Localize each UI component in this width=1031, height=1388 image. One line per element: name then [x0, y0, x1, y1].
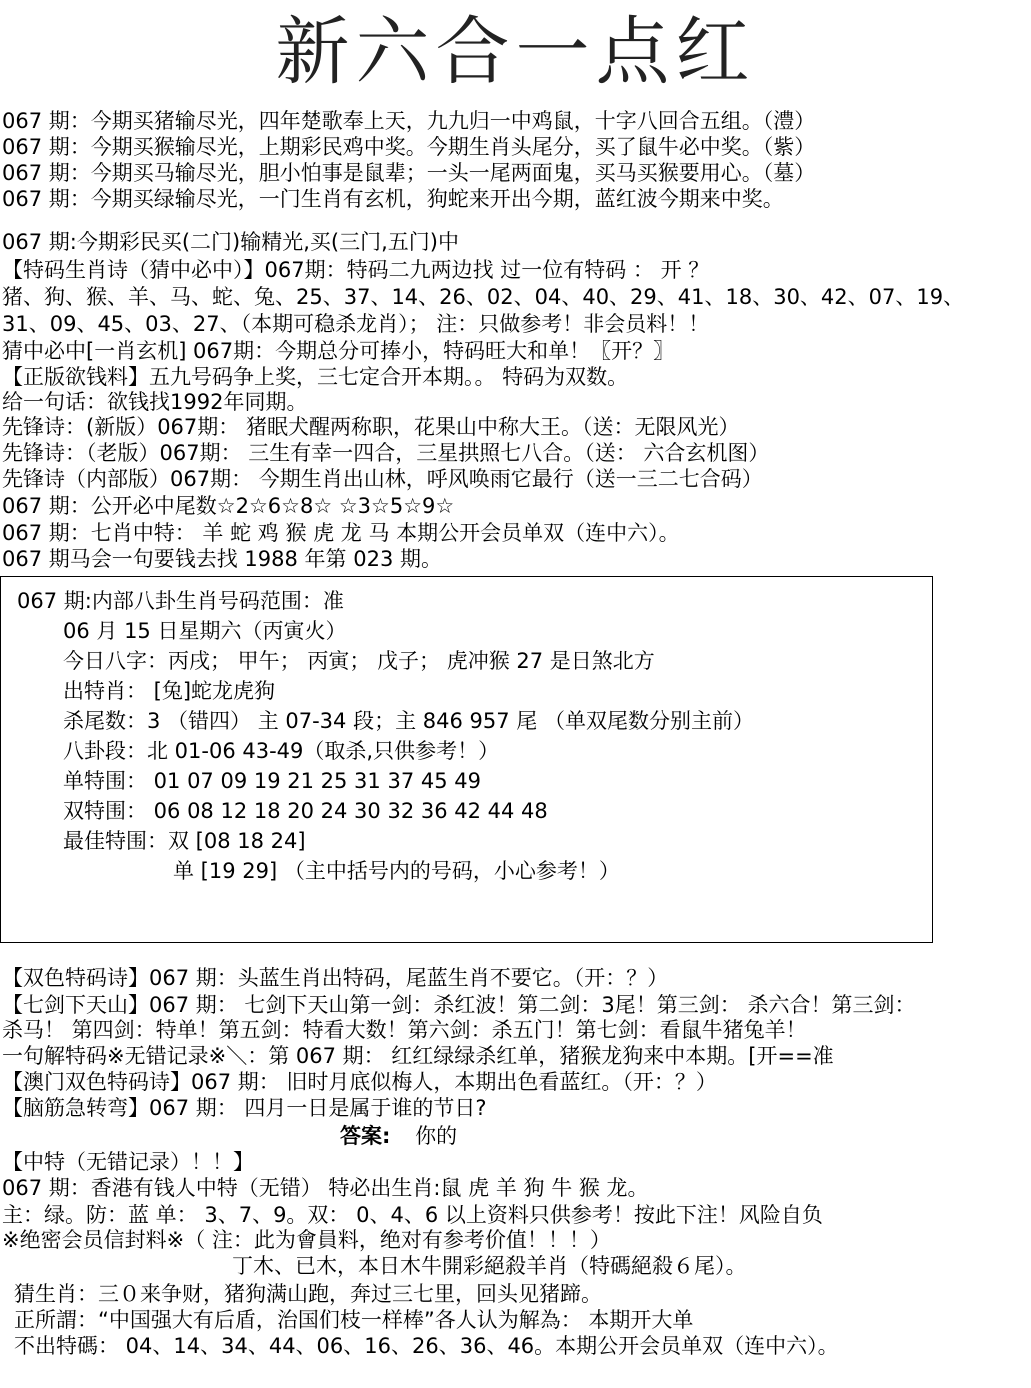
text-line: 067 期：今期买猪输尽光，四年楚歌奉上天，九九归一中鸡鼠，十字八回合五组。（澧） [2, 109, 816, 133]
text-line: 【脑筋急转弯】067 期： 四月一日是属于谁的节日? [2, 1096, 487, 1120]
box-line: 双特围： 06 08 12 18 20 24 30 32 36 42 44 48 [63, 799, 548, 823]
box-line: 八卦段：北 01-06 43-49（取杀,只供参考！） [63, 739, 500, 763]
text-line: 一句解特码※无错记录※＼：第 067 期： 红红绿绿杀红单，猪猴龙狗来中本期。[开==准 [2, 1044, 834, 1068]
text-line: 067 期：今期买马输尽光，胆小怕事是鼠辈；一头一尾两面鬼，买马买猴要用心。（墓） [2, 161, 816, 185]
answer-value: 你的 [415, 1124, 458, 1148]
text-line: 067 期:今期彩民买(二门)输精光,买(三门,五门)中 [2, 230, 459, 254]
answer-label: 答案: [340, 1124, 391, 1148]
text-line: 067 期：今期买绿输尽光，一门生肖有玄机，狗蛇来开出今期，蓝红波今期来中奖。 [2, 187, 784, 211]
text-line: 猜生肖：三０来争财，猪狗满山跑，奔过三七里，回头见猪蹄。 [14, 1282, 602, 1306]
text-line: 猜中必中[一肖玄机] 067期：今期总分可捧小，特码旺大和单！〖开？〗 [2, 339, 675, 363]
text-line: 067 期马会一句要钱去找 1988 年第 023 期。 [2, 547, 442, 571]
text-line: 杀马！ 第四剑：特单！第五剑：特看大数！第六剑：杀五门！第七剑：看鼠牛猪兔羊！ [2, 1018, 807, 1042]
text-line: 【七剑下天山】067 期： 七剑下天山第一剑：杀红波！第二剑：3尾！第三剑： 杀六合！第三剑： [2, 993, 916, 1017]
page-title: 新六合一点红 [275, 9, 756, 95]
box-line: 今日八字：丙戌； 甲午； 丙寅； 戊子； 虎冲猴 27 是日煞北方 [63, 649, 655, 673]
text-line: 067 期：七肖中特： 羊 蛇 鸡 猴 虎 龙 马 本期公开会员单双（连中六）。 [2, 521, 680, 545]
text-line: 猪、狗、猴、羊、马、蛇、兔、25、37、14、26、02、04、40、29、41、18、30、42、07、19、 [2, 285, 965, 309]
text-line: ※绝密会员信封料※（ 注：此为會員料，绝对有参考价值！！！） [2, 1228, 611, 1252]
box-line: 杀尾数：3 （错四） 主 07-34 段；主 846 957 尾 （单双尾数分别主前） [63, 709, 754, 733]
text-line: 31、09、45、03、27、（本期可稳杀龙肖）； 注：只做参考！非会员料！！ [2, 312, 710, 336]
text-line: 先锋诗（内部版）067期： 今期生肖出山林，呼风唤雨它最行（送一三二七合码） [2, 467, 763, 491]
text-line: 主：绿。防：蓝 单： 3、7、9。双： 0、4、6 以上资料只供参考！按此下注！风险自负 [2, 1203, 823, 1227]
text-line: 不出特碼： 04、14、34、44、06、16、26、36、46。本期公开会员单双（连中六）。 [14, 1334, 839, 1358]
text-line: 【双色特码诗】067 期：头蓝生肖出特码，尾蓝生肖不要它。（开：？） [2, 966, 669, 990]
box-line: 单 [19 29] （主中括号内的号码，小心参考！） [173, 859, 620, 883]
text-line: 【澳门双色特码诗】067 期： 旧时月底似梅人，本期出色看蓝红。（开：？） [2, 1070, 717, 1094]
text-line: 给一句话：欲钱找1992年同期。 [2, 390, 308, 414]
text-line: 正所謂：“中国强大有后盾，治国们枝一样棒”各人认为解為： 本期开大单 [14, 1308, 694, 1332]
text-line: 丁木、已木，本日木牛開彩絕殺羊肖（特碼絕殺６尾）。 [232, 1254, 747, 1278]
answer-line [340, 1123, 457, 1149]
info-box [0, 576, 933, 943]
box-line: 067 期:内部八卦生肖号码范围：准 [17, 589, 344, 613]
text-line: 【中特（无错记录）！！】 [2, 1150, 254, 1174]
box-line: 出特肖： [兔]蛇龙虎狗 [63, 679, 276, 703]
box-line: 单特围： 01 07 09 19 21 25 31 37 45 49 [63, 769, 481, 793]
box-line: 06 月 15 日星期六（丙寅火） [63, 619, 347, 643]
text-line: 先锋诗：（老版）067期： 三生有幸一四合，三星拱照七八合。（送： 六合玄机图） [2, 441, 770, 465]
text-line: 【特码生肖诗（猜中必中）】067期：特码二九两边找 过一位有特码 ： 开 ？ [2, 258, 710, 282]
box-line: 最佳特围：双 [08 18 24] [63, 829, 306, 853]
text-line: 先锋诗：(新版）067期： 猪眠犬醒两称职，花果山中称大王。（送：无限风光） [2, 415, 740, 439]
text-line: 【正版欲钱料】五九号码争上奖，三七定合开本期。。 特码为双数。 [2, 365, 629, 389]
text-line: 067 期：公开必中尾数☆2☆6☆8☆ ☆3☆5☆9☆ [2, 494, 455, 518]
text-line: 067 期：今期买猴输尽光，上期彩民鸡中奖。今期生肖头尾分，买了鼠牛必中奖。（紫） [2, 135, 816, 159]
text-line: 067 期：香港有钱人中特（无错） 特必出生肖:鼠 虎 羊 狗 牛 猴 龙。 [2, 1176, 649, 1200]
